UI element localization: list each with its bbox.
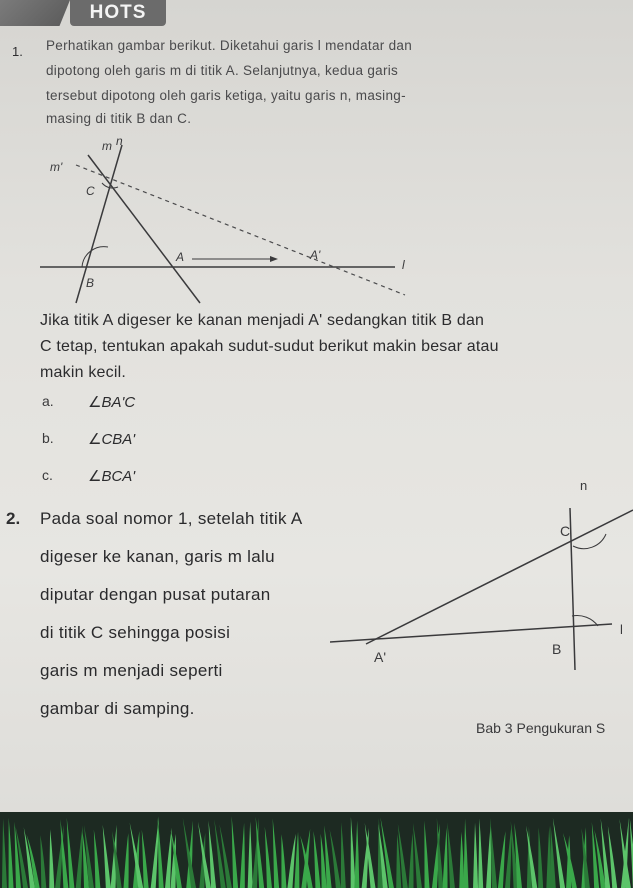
line-m-prime	[76, 165, 405, 295]
label-a-prime: A'	[374, 649, 387, 665]
question-1-line-2: dipotong oleh garis m di titik A. Selanjutnya, kedua garis	[46, 63, 399, 78]
question-2-figure	[330, 470, 633, 670]
option-a-letter: a.	[42, 393, 54, 409]
question-1-body-line-3: makin kecil.	[40, 364, 126, 381]
hots-badge: HOTS	[70, 0, 166, 26]
question-1-number: 1.	[12, 44, 23, 59]
angle-arc-c	[573, 534, 606, 549]
option-b-letter: b.	[42, 430, 54, 446]
label-l: l	[402, 258, 405, 272]
label-b: B	[86, 276, 95, 290]
question-2-line-3: diputar dengan pusat putaran	[40, 585, 271, 604]
option-c-angle: ∠BCA'	[88, 468, 136, 485]
option-b-angle: ∠CBA'	[88, 431, 136, 448]
question-1-body-line-1: Jika titik A digeser ke kanan menjadi A' sedangkan titik B dan	[40, 312, 485, 329]
grass-mat-image	[0, 812, 633, 888]
question-1-figure	[40, 135, 420, 310]
arrowhead-icon	[270, 256, 278, 262]
question-2-line-6: gambar di samping.	[40, 699, 195, 718]
chapter-footer: Bab 3 Pengukuran S	[476, 720, 606, 736]
label-m: m	[102, 139, 112, 153]
label-c: C	[560, 523, 571, 539]
line-l	[330, 624, 612, 642]
line-m	[88, 155, 200, 303]
option-a-angle: ∠BA'C	[88, 394, 136, 411]
question-1-line-1: Perhatikan gambar berikut. Diketahui garis l mendatar dan	[46, 38, 413, 53]
question-2-line-1: Pada soal nomor 1, setelah titik A	[40, 509, 303, 528]
option-c-letter: c.	[42, 467, 53, 483]
line-m-rotated	[366, 510, 633, 644]
label-c: C	[86, 184, 95, 198]
line-n	[570, 508, 575, 670]
question-1-body-line-2: C tetap, tentukan apakah sudut-sudut berikut makin besar atau	[40, 338, 499, 355]
label-b: B	[552, 641, 562, 657]
question-2-line-4: di titik C sehingga posisi	[40, 623, 231, 642]
question-1-line-3: tersebut dipotong oleh garis ketiga, yaitu garis n, masing-	[46, 88, 406, 103]
label-m-prime: m'	[50, 160, 63, 174]
question-2-line-5: garis m menjadi seperti	[40, 661, 223, 680]
hots-icon	[0, 0, 70, 26]
label-a: A	[176, 250, 185, 264]
question-2-number: 2.	[6, 509, 21, 528]
label-n: n	[580, 478, 588, 493]
label-n: n	[116, 135, 123, 148]
label-a-prime: A'	[310, 248, 321, 262]
label-l: l	[620, 622, 623, 637]
question-1-line-4: masing di titik B dan C.	[46, 111, 192, 126]
angle-arc-b	[82, 247, 108, 267]
question-2-line-2: digeser ke kanan, garis m lalu	[40, 547, 275, 566]
